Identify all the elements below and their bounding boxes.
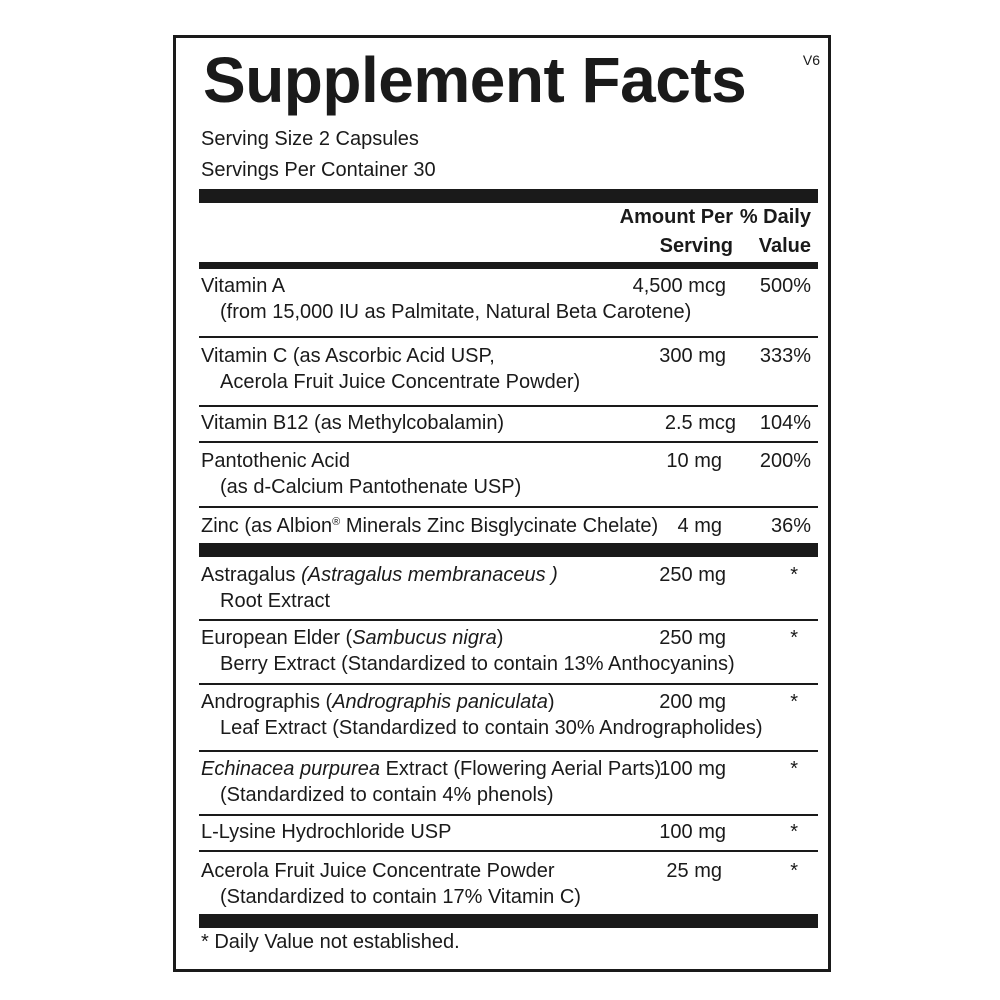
ingredient-amount: 4 mg bbox=[677, 515, 722, 537]
servings-per-container: Servings Per Container 30 bbox=[201, 159, 436, 181]
ingredient-daily-value: * bbox=[790, 860, 798, 882]
ingredient-detail: Berry Extract (Standardized to contain 13% Anthocyanins) bbox=[220, 653, 735, 675]
ingredient-amount: 250 mg bbox=[659, 564, 726, 586]
row-divider bbox=[199, 683, 818, 685]
ingredient-detail: Root Extract bbox=[220, 590, 331, 612]
amount-per-serving-header bbox=[620, 203, 733, 261]
supplement-facts-panel bbox=[173, 35, 831, 972]
amount-header-line2: Serving bbox=[659, 235, 733, 257]
ingredient-amount: 100 mg bbox=[659, 821, 726, 843]
ingredient-daily-value: * bbox=[790, 821, 798, 843]
thick-divider-header bbox=[199, 262, 818, 269]
ingredient-amount: 25 mg bbox=[666, 860, 722, 882]
ingredient-name: Vitamin B12 (as Methylcobalamin) bbox=[201, 412, 505, 434]
ingredient-detail: (Standardized to contain 4% phenols) bbox=[220, 784, 554, 806]
daily-value-header bbox=[740, 203, 811, 261]
row-divider bbox=[199, 336, 818, 338]
ingredient-latin-name: (Astragalus membranaceus ) bbox=[301, 564, 558, 586]
ingredient-name-part: Andrographis ( bbox=[201, 691, 333, 713]
ingredient-daily-value: 200% bbox=[759, 450, 811, 472]
dv-header-line2: Value bbox=[758, 235, 811, 257]
ingredient-name: Pantothenic Acid bbox=[201, 450, 350, 472]
row-divider bbox=[199, 506, 818, 508]
ingredient-amount: 2.5 mcg bbox=[664, 412, 736, 434]
ingredient-daily-value: 104% bbox=[759, 412, 811, 434]
ingredient-daily-value: * bbox=[790, 691, 798, 713]
ingredient-name-part: L-Lysine Hydrochloride USP bbox=[201, 821, 452, 843]
ingredient-amount: 200 mg bbox=[659, 691, 726, 713]
version-code: V6 bbox=[802, 52, 820, 68]
ingredient-name bbox=[201, 756, 661, 782]
ingredient-name-part: ) bbox=[496, 627, 504, 649]
ingredient-name bbox=[201, 513, 658, 539]
row-divider bbox=[199, 850, 818, 852]
ingredient-name-part: Acerola Fruit Juice Concentrate Powder bbox=[201, 860, 555, 882]
row-divider bbox=[199, 814, 818, 816]
ingredient-detail: (Standardized to contain 17% Vitamin C) bbox=[220, 886, 581, 908]
ingredient-latin-name: Sambucus nigra bbox=[352, 627, 497, 649]
ingredient-latin-name: Echinacea purpurea bbox=[201, 758, 381, 780]
ingredient-amount: 100 mg bbox=[659, 758, 726, 780]
ingredient-daily-value: 500% bbox=[759, 275, 811, 297]
ingredient-daily-value: 36% bbox=[770, 515, 811, 537]
ingredient-daily-value: * bbox=[790, 564, 798, 586]
ingredient-daily-value: * bbox=[790, 758, 798, 780]
ingredient-name: Vitamin A bbox=[201, 275, 286, 297]
ingredient-daily-value: 333% bbox=[759, 345, 811, 367]
row-divider bbox=[199, 619, 818, 621]
ingredient-amount: 300 mg bbox=[659, 345, 726, 367]
ingredient-detail: Acerola Fruit Juice Concentrate Powder) bbox=[220, 371, 581, 393]
ingredient-detail: (as d-Calcium Pantothenate USP) bbox=[220, 476, 522, 498]
row-divider bbox=[199, 405, 818, 407]
dv-header-line1: % Daily bbox=[739, 206, 811, 228]
ingredient-detail: (from 15,000 IU as Palmitate, Natural Beta Carotene) bbox=[220, 301, 692, 323]
ingredient-name-part: Astragalus bbox=[201, 564, 302, 586]
ingredient-name-part: Zinc (as Albion bbox=[201, 515, 333, 537]
ingredient-detail: Leaf Extract (Standardized to contain 30% Andrographolides) bbox=[220, 717, 763, 739]
amount-header-line1: Amount Per bbox=[619, 206, 733, 228]
ingredient-latin-name: Andrographis paniculata bbox=[332, 691, 548, 713]
ingredient-name bbox=[201, 858, 555, 884]
row-divider bbox=[199, 750, 818, 752]
row-divider bbox=[199, 441, 818, 443]
ingredient-name-part: European Elder ( bbox=[201, 627, 353, 649]
ingredient-amount: 4,500 mcg bbox=[632, 275, 726, 297]
ingredient-name bbox=[201, 625, 503, 651]
ingredient-name bbox=[201, 689, 555, 715]
thick-divider-bottom bbox=[199, 914, 818, 928]
ingredient-amount: 250 mg bbox=[659, 627, 726, 649]
thick-divider-top bbox=[199, 189, 818, 203]
ingredient-name bbox=[201, 562, 558, 588]
panel-title: Supplement Facts bbox=[203, 44, 747, 116]
ingredient-name-part: Minerals Zinc Bisglycinate Chelate) bbox=[340, 515, 659, 537]
footnote: * Daily Value not established. bbox=[201, 931, 460, 953]
ingredient-name-part: ) bbox=[547, 691, 555, 713]
thick-divider-middle bbox=[199, 543, 818, 557]
ingredient-amount: 10 mg bbox=[666, 450, 722, 472]
ingredient-name bbox=[201, 819, 451, 845]
ingredient-daily-value: * bbox=[790, 627, 798, 649]
registered-mark: ® bbox=[332, 516, 341, 528]
ingredient-name: Vitamin C (as Ascorbic Acid USP, bbox=[201, 345, 495, 367]
ingredient-name-part: Extract (Flowering Aerial Parts) bbox=[380, 758, 662, 780]
serving-size: Serving Size 2 Capsules bbox=[201, 128, 419, 150]
